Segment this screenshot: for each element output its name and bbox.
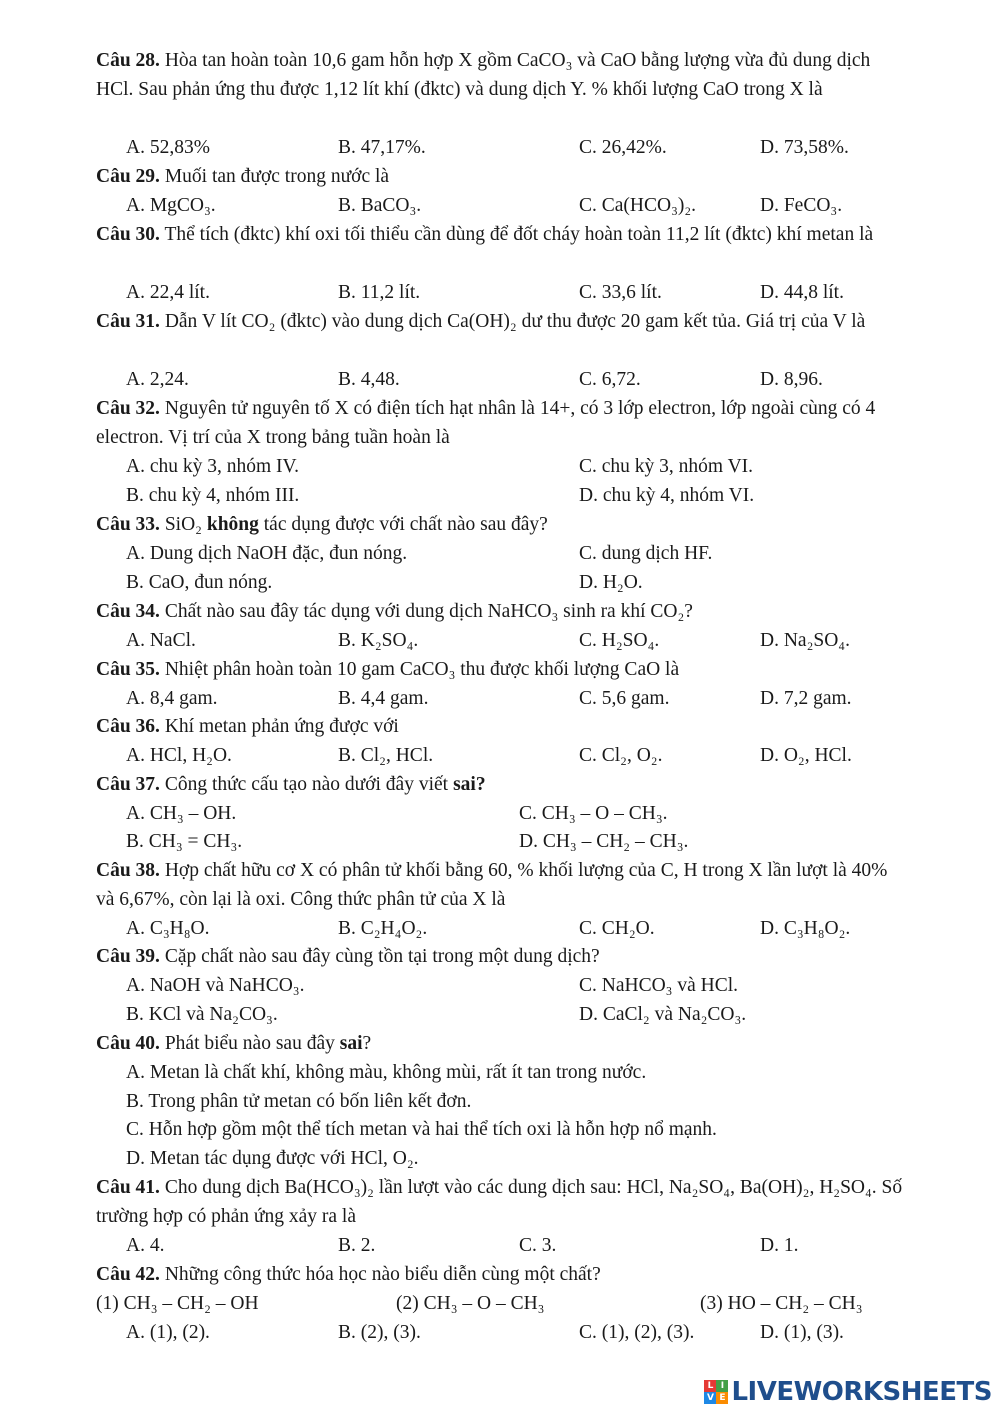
- option-b[interactable]: B. 4,48.: [338, 369, 400, 390]
- question-41-options: [96, 1231, 904, 1260]
- question-text: Thể tích (đktc) khí oxi tối thiểu cần dùng để đốt cháy hoàn toàn 11,2 lít (đktc) khí metan là: [164, 224, 874, 245]
- question-37-options-row1: [96, 799, 904, 828]
- option-a[interactable]: A. (1), (2).: [126, 1322, 210, 1343]
- question-text-rest: ?: [362, 1033, 372, 1054]
- option-b[interactable]: B. CaO, đun nóng.: [126, 572, 273, 593]
- question-29-options: [96, 191, 904, 220]
- emphasis-text: sai?: [453, 774, 486, 795]
- question-40-option-d-row: [96, 1144, 904, 1173]
- option-b[interactable]: B. 2.: [338, 1235, 376, 1256]
- option-c[interactable]: C. 33,6 lít.: [579, 282, 662, 303]
- question-number: Câu 35.: [96, 659, 160, 680]
- formula-1: (1) CH₃ – CH₂ – OH: [96, 1293, 259, 1314]
- question-30-options: [96, 278, 904, 307]
- question-32: [96, 394, 904, 452]
- question-28-options: [96, 133, 904, 162]
- option-c[interactable]: C. H₂SO₄.: [579, 630, 660, 651]
- option-d[interactable]: D. 73,58%.: [760, 137, 849, 158]
- option-c[interactable]: C. CH₃ – O – CH₃.: [519, 803, 668, 824]
- logo-tile-e: E: [716, 1392, 728, 1404]
- question-40-option-a-row: [96, 1058, 904, 1087]
- question-number: Câu 34.: [96, 601, 160, 622]
- question-text: Nhiệt phân hoàn toàn 10 gam CaCO₃ thu được khối lượng CaO là: [164, 659, 680, 680]
- option-d[interactable]: D. CaCl₂ và Na₂CO₃.: [579, 1004, 747, 1025]
- option-a[interactable]: A. MgCO₃.: [126, 195, 216, 216]
- option-d[interactable]: D. H₂O.: [579, 572, 643, 593]
- option-c[interactable]: C. chu kỳ 3, nhóm VI.: [579, 456, 754, 477]
- question-text: Nguyên tử nguyên tố X có điện tích hạt nhân là 14+, có 3 lớp electron, lớp ngoài cùng có 4 electron. Vị trí của X trong bảng tuần hoàn là: [96, 398, 876, 448]
- question-33: [96, 510, 904, 539]
- option-c[interactable]: C. NaHCO₃ và HCl.: [579, 975, 738, 996]
- option-d[interactable]: D. CH₃ – CH₂ – CH₃.: [519, 831, 689, 852]
- question-text-rest: tác dụng được với chất nào sau đây?: [263, 514, 548, 535]
- option-c[interactable]: C. 6,72.: [579, 369, 641, 390]
- option-b[interactable]: B. Trong phân tử metan có bốn liên kết đơn.: [126, 1091, 472, 1112]
- option-c[interactable]: C. 3.: [519, 1235, 557, 1256]
- question-35: [96, 655, 904, 684]
- question-29: [96, 162, 904, 191]
- question-42-formulas: [96, 1289, 904, 1318]
- option-a[interactable]: A. HCl, H₂O.: [126, 745, 232, 766]
- option-c[interactable]: C. CH₂O.: [579, 918, 655, 939]
- option-c[interactable]: C. 26,42%.: [579, 137, 667, 158]
- question-37-options-row2: [96, 827, 904, 856]
- option-b[interactable]: B. K₂SO₄.: [338, 630, 419, 651]
- question-number: Câu 36.: [96, 716, 160, 737]
- question-text: SiO₂: [164, 514, 202, 535]
- question-38: [96, 856, 904, 914]
- question-40: [96, 1029, 904, 1058]
- question-40-option-c-row: [96, 1115, 904, 1144]
- question-number: Câu 41.: [96, 1177, 160, 1198]
- option-a[interactable]: A. Dung dịch NaOH đặc, đun nóng.: [126, 543, 408, 564]
- option-a[interactable]: A. NaOH và NaHCO₃.: [126, 975, 305, 996]
- question-text: Phát biểu nào sau đây: [164, 1033, 335, 1054]
- option-c[interactable]: C. Cl₂, O₂.: [579, 745, 663, 766]
- question-text: Hợp chất hữu cơ X có phân tử khối bằng 60, % khối lượng của C, H trong X lần lượt là 40% và 6,67%, còn lại là oxi. Công thức phân tử của X là: [96, 860, 888, 910]
- option-d[interactable]: D. 7,2 gam.: [760, 688, 852, 709]
- option-a[interactable]: A. 4.: [126, 1235, 165, 1256]
- formula-3: (3) HO – CH₂ – CH₃: [700, 1293, 863, 1314]
- option-d[interactable]: D. 44,8 lít.: [760, 282, 844, 303]
- option-d[interactable]: D. chu kỳ 4, nhóm VI.: [579, 485, 755, 506]
- logo-tile-v: V: [704, 1392, 716, 1404]
- question-36-options: [96, 741, 904, 770]
- question-number: Câu 37.: [96, 774, 160, 795]
- question-text: Khí metan phản ứng được với: [164, 716, 399, 737]
- option-d[interactable]: D. FeCO₃.: [760, 195, 843, 216]
- question-33-options-row1: [96, 539, 904, 568]
- option-b[interactable]: B. chu kỳ 4, nhóm III.: [126, 485, 300, 506]
- question-31-options: [96, 365, 904, 394]
- emphasis-text: sai: [339, 1033, 363, 1054]
- option-b[interactable]: B. C₂H₄O₂.: [338, 918, 428, 939]
- question-39-options-row1: [96, 971, 904, 1000]
- question-39: [96, 942, 904, 971]
- logo-text: LIVEWORKSHEETS: [731, 1377, 992, 1407]
- question-39-options-row2: [96, 1000, 904, 1029]
- option-a[interactable]: A. 8,4 gam.: [126, 688, 218, 709]
- question-42: [96, 1260, 904, 1289]
- option-c[interactable]: C. dung dịch HF.: [579, 543, 713, 564]
- option-d[interactable]: D. 8,96.: [760, 369, 823, 390]
- question-number: Câu 29.: [96, 166, 160, 187]
- option-a[interactable]: A. CH₃ – OH.: [126, 803, 237, 824]
- option-b[interactable]: B. 4,4 gam.: [338, 688, 429, 709]
- question-number: Câu 28.: [96, 50, 160, 71]
- question-number: Câu 30.: [96, 224, 160, 245]
- question-38-options: [96, 914, 904, 943]
- question-35-options: [96, 684, 904, 713]
- question-text: Muối tan được trong nước là: [164, 166, 390, 187]
- option-c[interactable]: C. 5,6 gam.: [579, 688, 670, 709]
- liveworksheets-logo-icon: [704, 1380, 728, 1404]
- question-30: [96, 220, 904, 278]
- question-33-options-row2: [96, 568, 904, 597]
- question-text: Hòa tan hoàn toàn 10,6 gam hỗn hợp X gồm CaCO₃ và CaO bằng lượng vừa đủ dung dịch HCl. Sau phản ứng thu được 1,12 lít khí (đktc) và dung dịch Y. % khối lượng CaO trong X là: [96, 50, 871, 100]
- question-32-options-row2: [96, 481, 904, 510]
- option-d[interactable]: D. C₃H₈O₂.: [760, 918, 851, 939]
- question-number: Câu 42.: [96, 1264, 160, 1285]
- question-number: Câu 40.: [96, 1033, 160, 1054]
- option-b[interactable]: B. 47,17%.: [338, 137, 426, 158]
- question-31: [96, 307, 904, 365]
- question-text: Chất nào sau đây tác dụng với dung dịch NaHCO₃ sinh ra khí CO₂?: [164, 601, 693, 622]
- liveworksheets-logo: [704, 1377, 992, 1407]
- option-c[interactable]: C. (1), (2), (3).: [579, 1322, 695, 1343]
- logo-tile-l: L: [704, 1380, 716, 1392]
- option-b[interactable]: B. KCl và Na₂CO₃.: [126, 1004, 278, 1025]
- question-number: Câu 33.: [96, 514, 160, 535]
- question-number: Câu 32.: [96, 398, 160, 419]
- option-b[interactable]: B. (2), (3).: [338, 1322, 421, 1343]
- option-d[interactable]: D. 1.: [760, 1235, 799, 1256]
- option-b[interactable]: B. Cl₂, HCl.: [338, 745, 434, 766]
- question-text: Những công thức hóa học nào biểu diễn cùng một chất?: [164, 1264, 601, 1285]
- option-c[interactable]: C. Hỗn hợp gồm một thể tích metan và hai thể tích oxi là hỗn hợp nổ mạnh.: [126, 1119, 717, 1140]
- option-a[interactable]: A. NaCl.: [126, 630, 196, 651]
- option-d[interactable]: D. (1), (3).: [760, 1322, 844, 1343]
- option-a[interactable]: A. 52,83%: [126, 137, 210, 158]
- option-a[interactable]: A. Metan là chất khí, không màu, không mùi, rất ít tan trong nước.: [126, 1062, 647, 1083]
- logo-tile-i: I: [716, 1380, 728, 1392]
- question-28: [96, 46, 904, 133]
- option-b[interactable]: B. 11,2 lít.: [338, 282, 421, 303]
- question-34-options: [96, 626, 904, 655]
- question-40-option-b-row: [96, 1087, 904, 1116]
- question-number: Câu 31.: [96, 311, 160, 332]
- question-number: Câu 38.: [96, 860, 160, 881]
- formula-2: (2) CH₃ – O – CH₃: [396, 1293, 545, 1314]
- question-number: Câu 39.: [96, 946, 160, 967]
- question-36: [96, 712, 904, 741]
- option-a[interactable]: A. C₃H₈O.: [126, 918, 210, 939]
- option-b[interactable]: B. CH₃ = CH₃.: [126, 831, 243, 852]
- question-text: Dẫn V lít CO₂ (đktc) vào dung dịch Ca(OH)₂ dư thu được 20 gam kết tủa. Giá trị của V là: [164, 311, 866, 332]
- question-text: Cho dung dịch Ba(HCO₃)₂ lần lượt vào các dung dịch sau: HCl, Na₂SO₄, Ba(OH)₂, H₂SO₄. Số trường hợp có phản ứng xảy ra là: [96, 1177, 903, 1227]
- question-32-options-row1: [96, 452, 904, 481]
- question-41: [96, 1173, 904, 1231]
- option-d[interactable]: D. O₂, HCl.: [760, 745, 852, 766]
- option-b[interactable]: B. BaCO₃.: [338, 195, 422, 216]
- emphasis-text: không: [206, 514, 259, 535]
- question-text: Cặp chất nào sau đây cùng tồn tại trong một dung dịch?: [164, 946, 600, 967]
- option-a[interactable]: A. 22,4 lít.: [126, 282, 210, 303]
- question-42-options: [96, 1318, 904, 1347]
- option-d[interactable]: D. Na₂SO₄.: [760, 630, 850, 651]
- option-a[interactable]: A. 2,24.: [126, 369, 189, 390]
- option-c[interactable]: C. Ca(HCO₃)₂.: [579, 195, 697, 216]
- option-d[interactable]: D. Metan tác dụng được với HCl, O₂.: [126, 1148, 419, 1169]
- question-37: [96, 770, 904, 799]
- question-34: [96, 597, 904, 626]
- question-text: Công thức cấu tạo nào dưới đây viết: [164, 774, 449, 795]
- option-a[interactable]: A. chu kỳ 3, nhóm IV.: [126, 456, 299, 477]
